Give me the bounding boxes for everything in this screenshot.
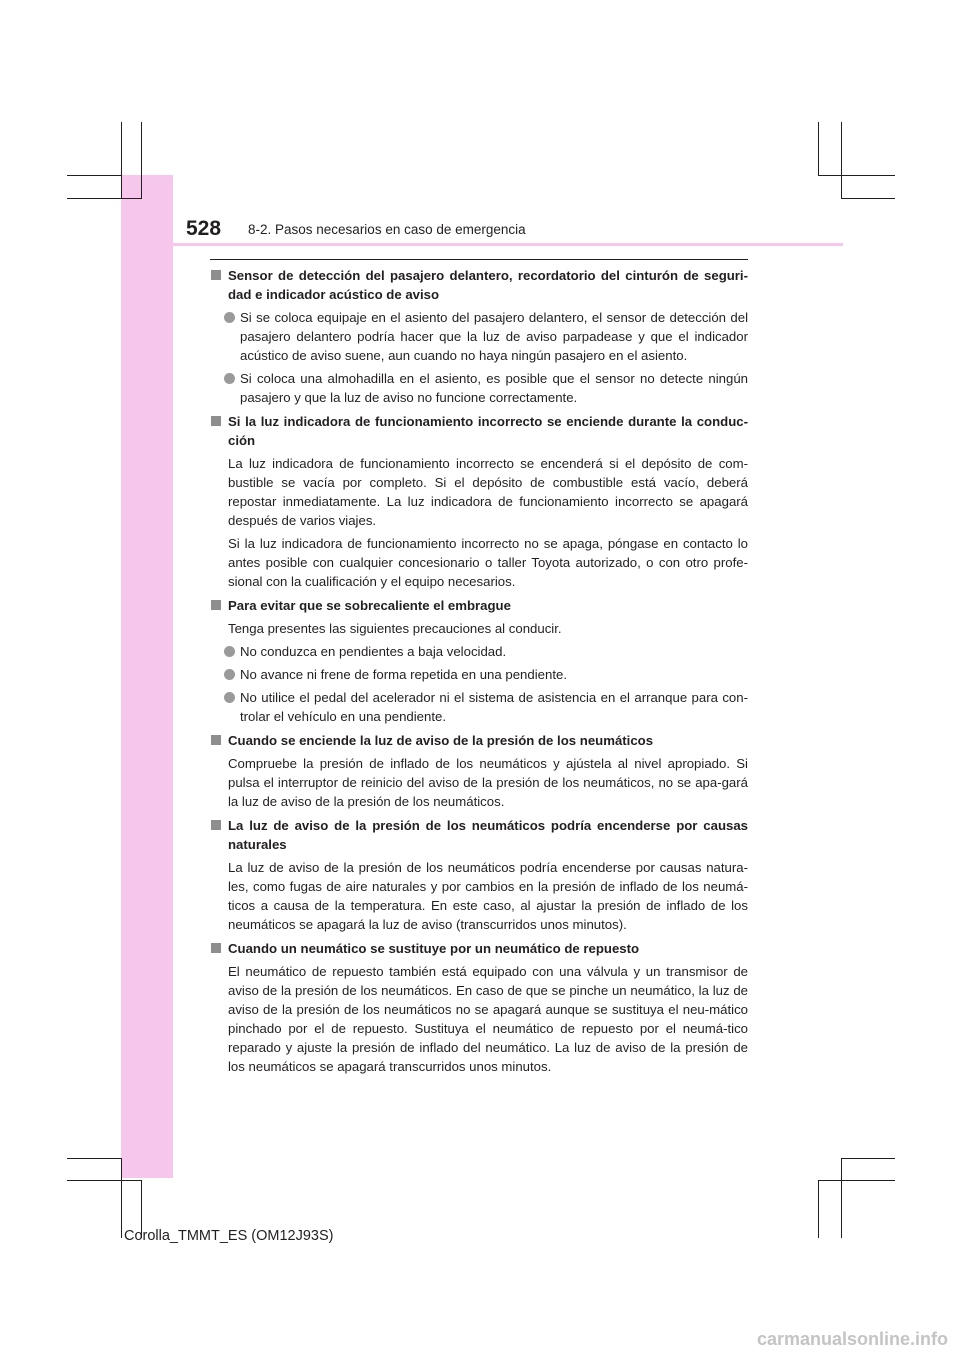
- crop-mark: [818, 1180, 895, 1181]
- bullet-dot-icon: [224, 646, 235, 657]
- bullet-dot-icon: [224, 373, 235, 384]
- bullet-text: No conduzca en pendientes a baja velocidad.: [240, 644, 507, 659]
- bullet-text: No utilice el pedal del acelerador ni el sistema de asistencia en el arranque para con-trolar el vehículo en una pendiente.: [240, 690, 748, 724]
- section-header: 8-2. Pasos necesarios en caso de emergencia: [248, 222, 526, 237]
- section-square-icon: [211, 600, 221, 610]
- section-heading: Cuando se enciende la luz de aviso de la presión de los neumáticos: [228, 733, 654, 748]
- crop-mark: [67, 198, 142, 199]
- section-heading: La luz de aviso de la presión de los neumáticos podría encenderse por causas naturales: [228, 818, 748, 852]
- section-tire-natural-causes: [210, 816, 748, 934]
- bullet-text: Si coloca una almohadilla en el asiento, es posible que el sensor no detecte ningún pasajero y que la luz de aviso no funcione correctamente.: [240, 371, 748, 405]
- crop-mark: [841, 122, 842, 199]
- page-number: 528: [186, 217, 222, 240]
- crop-mark: [67, 1158, 122, 1159]
- page-content: [210, 266, 748, 1081]
- crop-mark: [818, 1180, 819, 1238]
- crop-mark: [841, 1158, 895, 1159]
- watermark: carmanualsonline.info: [756, 1329, 948, 1349]
- header-rule: [121, 243, 843, 246]
- section-square-icon: [211, 735, 221, 745]
- section-malfunction-light: [210, 412, 748, 591]
- paragraph: Compruebe la presión de inflado de los neumáticos y ajústela al nivel apropiado. Si pulsa el interruptor de reinicio del aviso de la presión de los neumáticos, no se apa-gará la luz de aviso de la presión de los neumáticos.: [228, 756, 748, 809]
- crop-mark: [121, 122, 122, 199]
- section-passenger-sensor: [210, 266, 748, 407]
- section-spare-tire: [210, 939, 748, 1076]
- content-rule: [210, 259, 748, 260]
- crop-mark: [67, 175, 122, 176]
- crop-mark: [818, 175, 895, 176]
- section-clutch-overheat: [210, 596, 748, 726]
- paragraph: El neumático de repuesto también está equipado con una válvula y un transmisor de aviso de la presión de los neumáticos. En caso de que se pinche un neumático, la luz de aviso de la presión de los neumáticos no se apagará aunque se sustituya el neu-mático pinchado por el de repuesto. Sustituya el neumático de repuesto por el neumá-tico reparado y ajuste la presión de inflado del neumático. La luz de aviso de la presión de los neumáticos se apagará transcurridos unos minutos.: [228, 964, 748, 1074]
- bullet-text: No avance ni frene de forma repetida en una pendiente.: [240, 667, 567, 682]
- crop-mark: [67, 1180, 142, 1181]
- section-square-icon: [211, 820, 221, 830]
- bullet-text: Si se coloca equipaje en el asiento del pasajero delantero, el sensor de detección del pasajero delantero podría hacer que la luz de aviso parpadease y que el indicador acústico de aviso suene, aun cuando no haya ningún pasajero en el asiento.: [240, 310, 748, 363]
- footer-doc-id: Corolla_TMMT_ES (OM12J93S): [124, 1228, 334, 1244]
- crop-mark: [141, 122, 142, 199]
- section-square-icon: [211, 416, 221, 426]
- crop-mark: [841, 198, 895, 199]
- paragraph: La luz de aviso de la presión de los neumáticos podría encenderse por causas natura-les, como fugas de aire naturales y por cambios en la presión de inflado de los neumá-ticos a causa de la temperatura. En este caso, al ajustar la presión de inflado de los neumáticos se apagará la luz de aviso (transcurridos unos minutos).: [228, 860, 748, 932]
- paragraph: Tenga presentes las siguientes precauciones al conducir.: [228, 621, 562, 636]
- bullet-dot-icon: [224, 669, 235, 680]
- section-heading: Sensor de detección del pasajero delantero, recordatorio del cinturón de seguri-dad e indicador acústico de aviso: [228, 268, 748, 302]
- section-square-icon: [211, 943, 221, 953]
- bullet-dot-icon: [224, 692, 235, 703]
- paragraph: Si la luz indicadora de funcionamiento incorrecto no se apaga, póngase en contacto lo antes posible con cualquier concesionario o taller Toyota autorizado, o con otro profe-sional con la cualificación y el equipo necesarios.: [228, 536, 748, 589]
- section-heading: Para evitar que se sobrecaliente el embrague: [228, 598, 511, 613]
- crop-mark: [841, 1158, 842, 1238]
- paragraph: La luz indicadora de funcionamiento incorrecto se encenderá si el depósito de com-bustible se vacía por completo. Si el depósito de combustible está vacío, deberá repostar inmediatamente. La luz indicadora de funcionamiento incorrecto se apagará después de varios viajes.: [228, 456, 748, 528]
- section-tire-pressure-light: [210, 731, 748, 811]
- crop-mark: [121, 1158, 122, 1238]
- page-side-tab: [121, 175, 173, 1178]
- crop-mark: [818, 122, 819, 175]
- section-square-icon: [211, 270, 221, 280]
- section-heading: Cuando un neumático se sustituye por un neumático de repuesto: [228, 941, 640, 956]
- section-heading: Si la luz indicadora de funcionamiento incorrecto se enciende durante la conduc-ción: [228, 414, 748, 448]
- bullet-dot-icon: [224, 312, 235, 323]
